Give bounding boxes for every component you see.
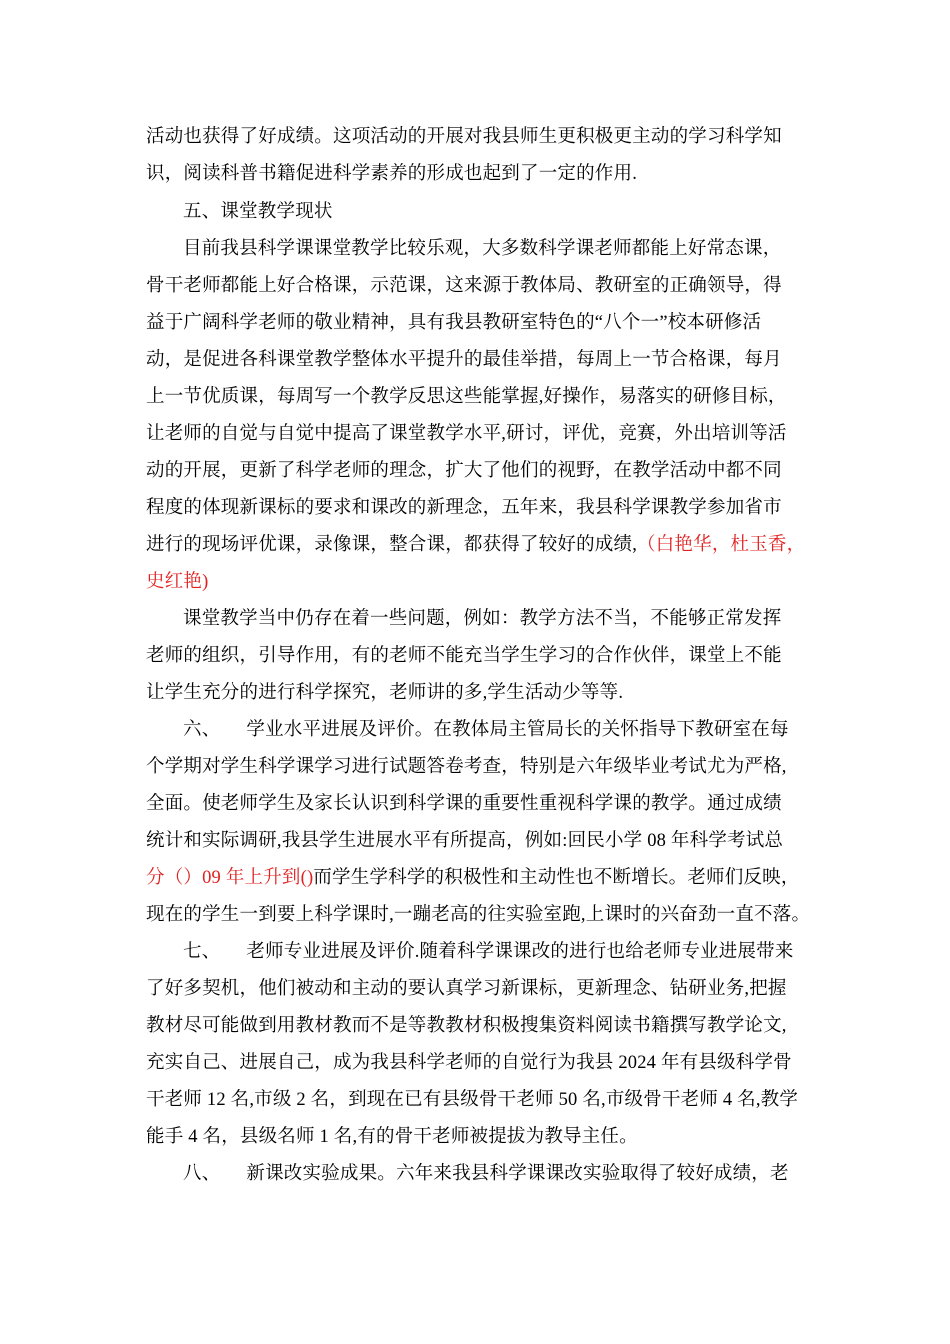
text-segment: 新课改实验成果。六年来我县科学课课改实验取得了较好成绩，老 xyxy=(246,1164,789,1184)
text-line: 程度的体现新课标的要求和课改的新理念，五年来，我县科学课教学参加省市 xyxy=(146,498,782,518)
section-number: 八、 xyxy=(183,1164,221,1184)
highlighted-score: 分（）09 年上升到() xyxy=(146,868,314,888)
text-line: 目前我县科学课课堂教学比较乐观，大多数科学课老师都能上好常态课， xyxy=(183,239,782,259)
text-line: 现在的学生一到要上科学课时,一蹦老高的往实验室跑,上课时的兴奋劲一直不落。 xyxy=(146,905,811,925)
text-segment: 老师专业进展及评价.随着科学课课改的进行也给老师专业进展带来 xyxy=(246,942,794,962)
text-line: 全面。使老师学生及家长认识到科学课的重要性重视科学课的教学。通过成绩 xyxy=(146,794,782,814)
text-segment: 学业水平进展及评价。在教体局主管局长的关怀指导下教研室在每 xyxy=(246,720,789,740)
section-heading-5: 五、课堂教学现状 xyxy=(183,202,333,222)
text-line xyxy=(146,533,805,557)
section-heading-6 xyxy=(183,718,789,742)
text-line: 了好多契机，他们被动和主动的要认真学习新课标，更新理念、钻研业务,把握 xyxy=(146,979,787,999)
text-segment: 进行的现场评优课，录像课，整合课，都获得了较好的成绩, xyxy=(146,535,638,555)
section-heading-8 xyxy=(183,1162,789,1186)
highlighted-names: （白艳华，杜玉香， xyxy=(637,535,806,555)
section-number: 七、 xyxy=(183,942,221,962)
text-line: 动的开展，更新了科学老师的理念，扩大了他们的视野，在教学活动中都不同 xyxy=(146,461,782,481)
highlighted-names: 史红艳) xyxy=(146,572,209,592)
text-line: 让学生充分的进行科学探究，老师讲的多,学生活动少等等. xyxy=(146,683,624,703)
text-line: 老师的组织，引导作用，有的老师不能充当学生学习的合作伙伴，课堂上不能 xyxy=(146,646,782,666)
text-line: 识，阅读科普书籍促进科学素养的形成也起到了一定的作用. xyxy=(146,164,638,184)
text-line: 益于广阔科学老师的敬业精神，具有我县教研室特色的“八个一”校本研修活 xyxy=(146,313,762,333)
text-line xyxy=(146,866,800,890)
text-line: 能手 4 名，县级名师 1 名,有的骨干老师被提拔为教导主任。 xyxy=(146,1127,638,1147)
text-line: 活动也获得了好成绩。这项活动的开展对我县师生更积极更主动的学习科学知 xyxy=(146,127,782,147)
text-line: 个学期对学生科学课学习进行试题答卷考查，特别是六年级毕业考试尤为严格, xyxy=(146,757,787,777)
text-line: 上一节优质课，每周写一个教学反思这些能掌握,好操作，易落实的研修目标， xyxy=(146,387,787,407)
text-line: 充实自己、进展自己，成为我县科学老师的自觉行为我县 2024 年有县级科学骨 xyxy=(146,1053,792,1073)
section-number: 六、 xyxy=(183,720,221,740)
text-line: 统计和实际调研,我县学生进展水平有所提高，例如:回民小学 08 年科学考试总 xyxy=(146,831,784,851)
text-line: 让老师的自觉与自觉中提高了课堂教学水平,研讨，评优，竞赛，外出培训等活 xyxy=(146,424,787,444)
section-heading-7 xyxy=(183,940,794,964)
text-line: 骨干老师都能上好合格课，示范课，这来源于教体局、教研室的正确领导，得 xyxy=(146,276,782,296)
text-line: 教材尽可能做到用教材教而不是等教教材积极搜集资料阅读书籍撰写教学论文, xyxy=(146,1016,787,1036)
text-line: 课堂教学当中仍存在着一些问题，例如：教学方法不当，不能够正常发挥 xyxy=(183,609,782,629)
text-segment: 而学生学科学的积极性和主动性也不断增长。老师们反映， xyxy=(313,868,800,888)
text-line: 动，是促进各科课堂教学整体水平提升的最佳举措，每周上一节合格课，每月 xyxy=(146,350,782,370)
text-line: 干老师 12 名,市级 2 名，到现在已有县级骨干老师 50 名,市级骨干老师 4 名,教学 xyxy=(146,1090,799,1110)
